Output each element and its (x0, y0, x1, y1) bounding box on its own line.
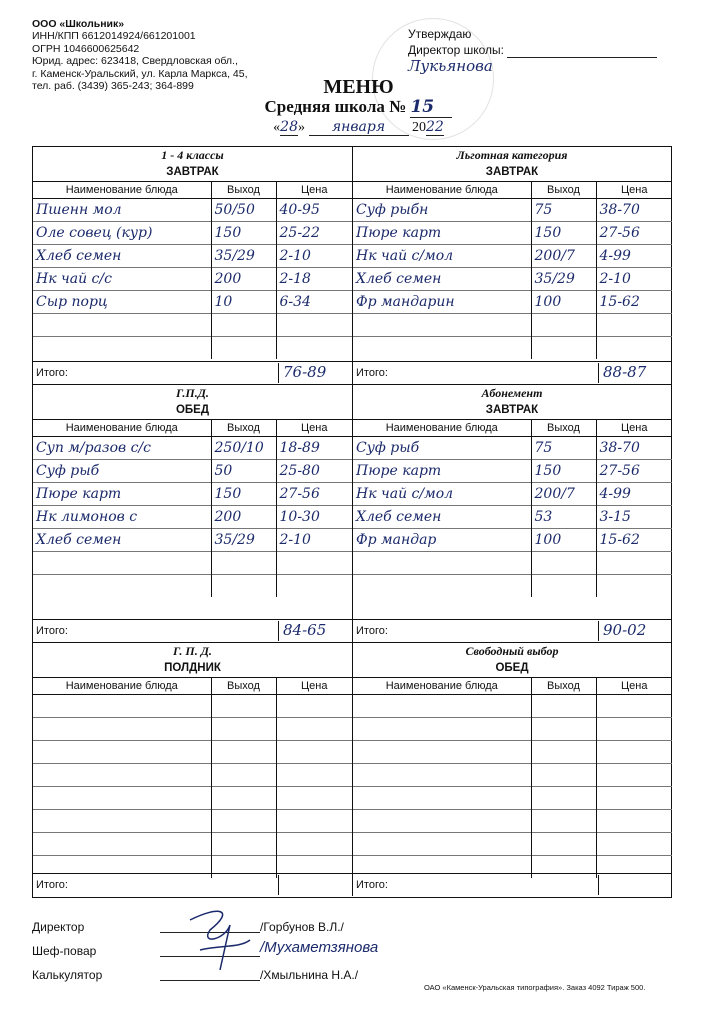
yield-cell (531, 741, 596, 764)
col-price-header: Цена (596, 420, 672, 437)
price-cell (276, 833, 352, 856)
total-label: Итого: (356, 625, 388, 637)
dish-name-cell: Сыр порц (33, 291, 211, 314)
dish-name-cell: Суф рыб (353, 437, 531, 460)
price-cell (596, 695, 672, 718)
table-row (353, 222, 672, 245)
company-ogrn: ОГРН 1046600625642 (32, 42, 140, 55)
col-yield-header: Выход (211, 678, 276, 695)
block-title: Льготная категория (456, 148, 568, 162)
dish-name-cell: Суф рыбн (353, 199, 531, 222)
dish-name-cell (33, 810, 211, 833)
dish-name-cell (353, 764, 531, 787)
dish-name-cell: Фр мандар (353, 529, 531, 552)
col-yield-header: Выход (211, 182, 276, 199)
yield-cell (531, 695, 596, 718)
col-price-header: Цена (276, 678, 352, 695)
col-name-header: Наименование блюда (353, 182, 531, 199)
table-row (33, 460, 352, 483)
block-meal: ЗАВТРАК (33, 164, 352, 182)
col-price-header: Цена (596, 678, 672, 695)
total-value (598, 875, 674, 895)
price-cell: 2-10 (276, 529, 352, 552)
total-row (353, 361, 671, 384)
dish-name-cell (353, 695, 531, 718)
col-name-header: Наименование блюда (353, 420, 531, 437)
table-row (353, 337, 672, 360)
yield-cell (531, 575, 596, 598)
yield-cell: 250/10 (211, 437, 276, 460)
table-row (33, 199, 352, 222)
menu-date: «28» января 2022 (273, 119, 444, 135)
printer-info: ОАО «Каменск-Уральская типография». Заказ 4092 Тираж 500. (424, 983, 646, 992)
table-row (33, 337, 352, 360)
block-title: Абонемент (481, 386, 543, 400)
chef-name: /Мухаметзянова (260, 939, 379, 956)
menu-title: МЕНЮ (323, 76, 394, 98)
total-value: 76-89 (278, 363, 354, 383)
yield-cell: 150 (211, 222, 276, 245)
table-row (353, 460, 672, 483)
block-meal: ЗАВТРАК (353, 402, 671, 420)
price-cell: 4-99 (596, 483, 672, 506)
yield-cell (211, 764, 276, 787)
table-row (33, 529, 352, 552)
price-cell (276, 741, 352, 764)
price-cell (596, 718, 672, 741)
yield-cell (531, 810, 596, 833)
menu-table (353, 678, 672, 878)
school-line (0, 97, 717, 118)
yield-cell: 200/7 (531, 483, 596, 506)
price-cell (596, 833, 672, 856)
company-phone: тел. раб. (3439) 365-243; 364-899 (32, 80, 194, 93)
yield-cell (531, 833, 596, 856)
price-cell (596, 741, 672, 764)
table-row (353, 314, 672, 337)
price-cell (276, 718, 352, 741)
table-row (33, 718, 352, 741)
price-cell: 15-62 (596, 291, 672, 314)
block-title: 1 - 4 классы (161, 148, 224, 162)
dish-name-cell (33, 337, 211, 360)
table-row (33, 506, 352, 529)
dish-name-cell (33, 718, 211, 741)
yield-cell (211, 337, 276, 360)
yield-cell (211, 695, 276, 718)
price-cell (276, 695, 352, 718)
dish-name-cell (353, 718, 531, 741)
table-row (33, 222, 352, 245)
table-row (33, 483, 352, 506)
yield-cell (211, 810, 276, 833)
table-row (353, 718, 672, 741)
total-row (353, 873, 671, 896)
dish-name-cell (353, 552, 531, 575)
block-free-choice (353, 643, 671, 896)
table-row (353, 787, 672, 810)
price-cell (276, 575, 352, 598)
col-yield-header: Выход (531, 420, 596, 437)
yield-cell (531, 314, 596, 337)
yield-cell: 75 (531, 199, 596, 222)
price-cell (596, 575, 672, 598)
table-row (33, 764, 352, 787)
calculator-name: /Хмыльнина Н.А./ (260, 968, 359, 982)
director-name: /Горбунов В.Л./ (260, 920, 344, 934)
total-row (33, 873, 352, 896)
col-yield-header: Выход (531, 678, 596, 695)
table-row (353, 529, 672, 552)
dish-name-cell: Нк лимонов с (33, 506, 211, 529)
price-cell: 25-22 (276, 222, 352, 245)
table-row (353, 810, 672, 833)
table-row (33, 833, 352, 856)
table-row (353, 483, 672, 506)
dish-name-cell: Нк чай с/мол (353, 245, 531, 268)
price-cell (596, 764, 672, 787)
price-cell: 40-95 (276, 199, 352, 222)
yield-cell: 200 (211, 506, 276, 529)
chef-label: Шеф-повар (32, 944, 97, 958)
block-title: Г.П.Д. (176, 386, 209, 400)
price-cell: 2-18 (276, 268, 352, 291)
table-row (33, 787, 352, 810)
yield-cell (531, 764, 596, 787)
dish-name-cell: Нк чай с/с (33, 268, 211, 291)
table-row (353, 437, 672, 460)
yield-cell (211, 741, 276, 764)
price-cell: 25-80 (276, 460, 352, 483)
menu-grid (32, 146, 672, 898)
yield-cell: 35/29 (531, 268, 596, 291)
price-cell (276, 337, 352, 360)
price-cell: 27-56 (596, 222, 672, 245)
table-row (33, 291, 352, 314)
yield-cell (531, 552, 596, 575)
price-cell: 38-70 (596, 437, 672, 460)
table-row (33, 437, 352, 460)
yield-cell: 150 (531, 460, 596, 483)
total-label: Итого: (356, 879, 388, 891)
yield-cell: 100 (531, 291, 596, 314)
col-price-header: Цена (596, 182, 672, 199)
table-row (353, 552, 672, 575)
yield-cell (211, 314, 276, 337)
price-cell (596, 552, 672, 575)
calculator-sign-line (160, 980, 260, 981)
col-yield-header: Выход (211, 420, 276, 437)
block-title: Свободный выбор (465, 644, 559, 658)
price-cell (596, 810, 672, 833)
date-year-suffix: 22 (426, 119, 444, 135)
dish-name-cell: Хлеб семен (353, 268, 531, 291)
price-cell (276, 764, 352, 787)
dish-name-cell (353, 575, 531, 598)
price-cell: 10-30 (276, 506, 352, 529)
price-cell: 2-10 (276, 245, 352, 268)
dish-name-cell (353, 741, 531, 764)
table-row (33, 695, 352, 718)
yield-cell (211, 718, 276, 741)
table-row (353, 764, 672, 787)
dish-name-cell: Хлеб семен (353, 506, 531, 529)
yield-cell: 50 (211, 460, 276, 483)
total-row (33, 361, 352, 384)
col-name-header: Наименование блюда (33, 182, 211, 199)
price-cell: 3-15 (596, 506, 672, 529)
menu-table (353, 420, 672, 597)
yield-cell (531, 718, 596, 741)
total-label: Итого: (36, 367, 68, 379)
yield-cell (211, 575, 276, 598)
yield-cell (531, 337, 596, 360)
yield-cell: 200/7 (531, 245, 596, 268)
calculator-signature-row (32, 968, 102, 982)
col-name-header: Наименование блюда (33, 678, 211, 695)
yield-cell: 53 (531, 506, 596, 529)
yield-cell: 35/29 (211, 529, 276, 552)
dish-name-cell: Пюре карт (353, 460, 531, 483)
director-signature-line (507, 45, 657, 58)
yield-cell: 150 (531, 222, 596, 245)
total-label: Итого: (36, 625, 68, 637)
yield-cell: 50/50 (211, 199, 276, 222)
date-day: 28 (280, 119, 298, 135)
calculator-label: Калькулятор (32, 968, 103, 982)
director-signature-name: Лукьянова (408, 57, 493, 75)
company-inn: ИНН/КПП 6612014924/661201001 (32, 30, 196, 43)
menu-table (33, 420, 352, 597)
price-cell (596, 337, 672, 360)
table-row (33, 741, 352, 764)
price-cell (596, 787, 672, 810)
school-number: 15 (410, 97, 452, 118)
col-price-header: Цена (276, 420, 352, 437)
price-cell: 27-56 (276, 483, 352, 506)
block-title: Г. П. Д. (173, 644, 212, 658)
dish-name-cell: Фр мандарин (353, 291, 531, 314)
yield-cell (211, 787, 276, 810)
date-year-prefix: 20 (412, 120, 426, 135)
director-signature-row (32, 920, 84, 934)
approval-block (408, 26, 717, 75)
price-cell: 15-62 (596, 529, 672, 552)
dish-name-cell (353, 314, 531, 337)
dish-name-cell: Нк чай с/мол (353, 483, 531, 506)
price-cell (276, 810, 352, 833)
menu-table (353, 182, 672, 359)
menu-table (33, 182, 352, 359)
block-benefit-category (353, 147, 671, 385)
block-meal: ОБЕД (33, 402, 352, 420)
price-cell: 27-56 (596, 460, 672, 483)
yield-cell (211, 552, 276, 575)
table-row (353, 268, 672, 291)
yield-cell: 75 (531, 437, 596, 460)
price-cell: 2-10 (596, 268, 672, 291)
dish-name-cell (353, 787, 531, 810)
company-address-line1: Юрид. адрес: 623418, Свердловская обл., (32, 55, 238, 68)
dish-name-cell (33, 787, 211, 810)
table-row (33, 575, 352, 598)
yield-cell (531, 787, 596, 810)
dish-name-cell (353, 833, 531, 856)
table-row (33, 245, 352, 268)
col-name-header: Наименование блюда (33, 420, 211, 437)
dish-name-cell: Суф рыб (33, 460, 211, 483)
total-value: 88-87 (598, 363, 674, 383)
block-subscription (353, 385, 671, 643)
dish-name-cell (33, 833, 211, 856)
col-name-header: Наименование блюда (353, 678, 531, 695)
date-month: января (309, 119, 409, 136)
table-row (353, 695, 672, 718)
approve-label: Утверждаю (408, 27, 472, 41)
table-row (353, 199, 672, 222)
total-value: 90-02 (598, 621, 674, 641)
company-address-line2: г. Каменск-Уральский, ул. Карла Маркса, 45, (32, 67, 248, 80)
total-label: Итого: (356, 367, 388, 379)
total-value: 84-65 (278, 621, 354, 641)
yield-cell: 100 (531, 529, 596, 552)
yield-cell (211, 833, 276, 856)
price-cell (276, 314, 352, 337)
dish-name-cell (33, 575, 211, 598)
table-row (353, 741, 672, 764)
price-cell: 6-34 (276, 291, 352, 314)
dish-name-cell (353, 810, 531, 833)
price-cell (596, 314, 672, 337)
block-gpd-lunch (33, 385, 353, 643)
menu-table (33, 678, 352, 878)
dish-name-cell (33, 552, 211, 575)
director-school-label: Директор школы: (408, 43, 504, 57)
dish-name-cell (353, 337, 531, 360)
table-row (33, 314, 352, 337)
table-row (353, 833, 672, 856)
price-cell: 4-99 (596, 245, 672, 268)
block-gpd-snack (33, 643, 353, 896)
col-price-header: Цена (276, 182, 352, 199)
dish-name-cell (33, 741, 211, 764)
total-label: Итого: (36, 879, 68, 891)
block-grades-1-4 (33, 147, 353, 385)
handwritten-signature (180, 900, 260, 980)
dish-name-cell: Пюре карт (353, 222, 531, 245)
table-row (33, 552, 352, 575)
dish-name-cell: Пшенн мол (33, 199, 211, 222)
table-row (353, 575, 672, 598)
dish-name-cell: Оле совец (кур) (33, 222, 211, 245)
table-row (33, 810, 352, 833)
dish-name-cell (33, 314, 211, 337)
price-cell (276, 787, 352, 810)
total-row (33, 619, 352, 642)
chef-signature-row (32, 944, 96, 958)
table-row (353, 291, 672, 314)
school-label: Средняя школа № (264, 97, 407, 116)
dish-name-cell: Пюре карт (33, 483, 211, 506)
yield-cell: 150 (211, 483, 276, 506)
dish-name-cell: Хлеб семен (33, 245, 211, 268)
dish-name-cell: Хлеб семен (33, 529, 211, 552)
table-row (33, 268, 352, 291)
price-cell (276, 552, 352, 575)
block-meal: ПОЛДНИК (33, 660, 352, 678)
price-cell: 18-89 (276, 437, 352, 460)
dish-name-cell (33, 695, 211, 718)
table-row (353, 245, 672, 268)
total-value (278, 875, 354, 895)
company-name: ООО «Школьник» (32, 18, 125, 30)
price-cell: 38-70 (596, 199, 672, 222)
block-meal: ЗАВТРАК (353, 164, 671, 182)
dish-name-cell: Суп м/разов с/с (33, 437, 211, 460)
total-row (353, 619, 671, 642)
director-label: Директор (32, 920, 85, 934)
table-row (353, 506, 672, 529)
col-yield-header: Выход (531, 182, 596, 199)
yield-cell: 10 (211, 291, 276, 314)
yield-cell: 35/29 (211, 245, 276, 268)
yield-cell: 200 (211, 268, 276, 291)
dish-name-cell (33, 764, 211, 787)
block-meal: ОБЕД (353, 660, 671, 678)
